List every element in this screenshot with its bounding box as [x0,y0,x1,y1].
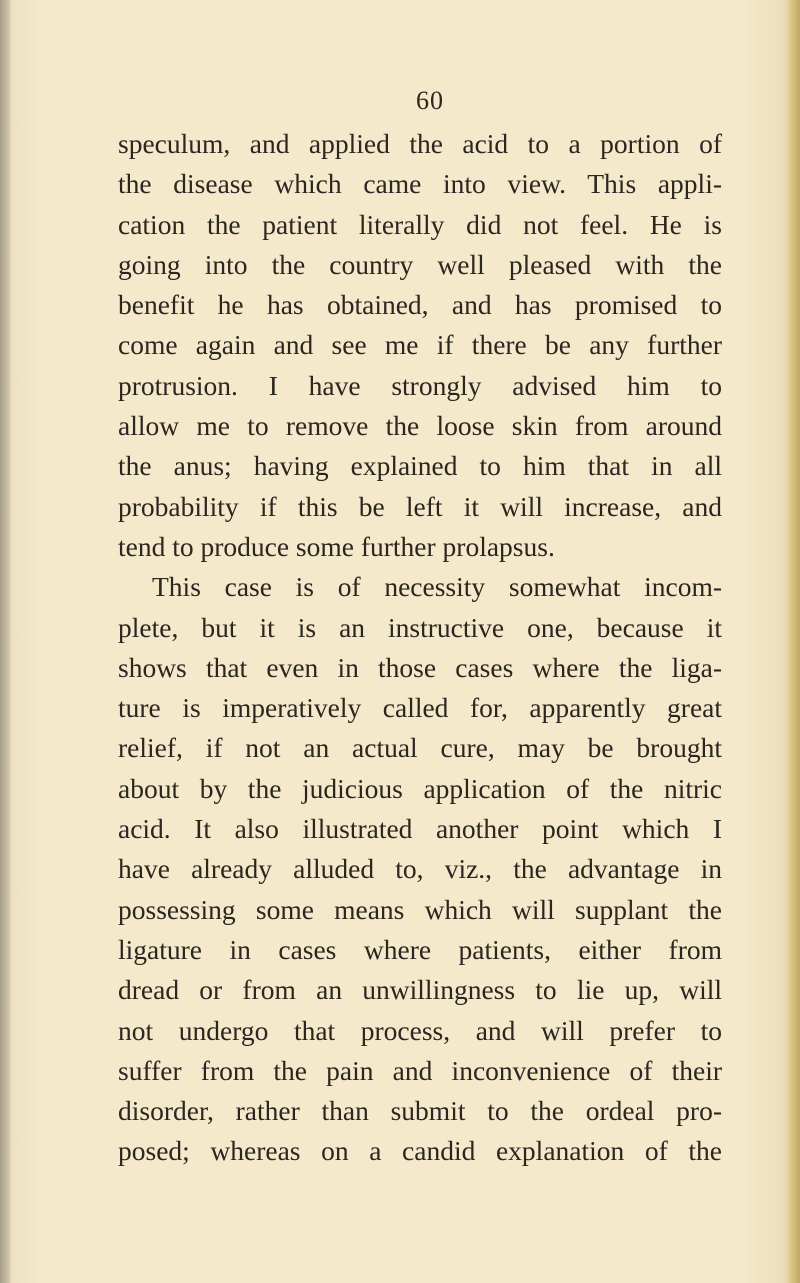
text-line: This case is of necessity somewhat incom- [152,571,722,603]
text-line: ture is imperatively called for, apparently great [118,692,722,724]
text-line: about by the judicious application of the nitric [118,772,722,804]
text-line: the disease which came into view. This appli- [118,168,722,200]
text-line: dread or from an unwillingness to lie up, will [118,974,722,1006]
text-line: possessing some means which will supplant the [118,893,722,925]
text-line: protrusion. I have strongly advised him to [118,369,722,401]
text-line: benefit he has obtained, and has promised to [118,289,722,321]
text-line: going into the country well pleased with the [118,248,722,280]
text-line: suffer from the pain and inconvenience of their [118,1054,722,1086]
text-line: speculum, and applied the acid to a portion of [118,128,722,159]
text-line: the anus; having explained to him that in all [118,450,722,482]
text-line: have already alluded to, viz., the advantage in [118,853,722,885]
text-line: not undergo that process, and will prefer to [118,1014,722,1046]
text-line: posed; whereas on a candid explanation of the [118,1135,722,1167]
text-line: acid. It also illustrated another point which I [118,813,722,845]
text-line: relief, if not an actual cure, may be brought [118,732,722,764]
text-line: allow me to remove the loose skin from around [118,410,722,442]
text-line: shows that even in those cases where the liga- [118,651,722,683]
text-line: come again and see me if there be any further [118,329,722,361]
text-line: disorder, rather than submit to the ordeal pro- [118,1095,722,1127]
text-line: cation the patient literally did not feel. He is [118,208,722,240]
text-line: plete, but it is an instructive one, because it [118,611,722,643]
text-line: probability if this be left it will increase, and [118,490,722,522]
page-number: 60 [416,86,444,115]
text-line: tend to produce some further prolapsus. [118,530,555,562]
page-edge [786,0,800,1283]
text-line: ligature in cases where patients, either from [118,933,722,965]
body-text [118,124,722,1172]
binding-edge [0,0,10,1283]
